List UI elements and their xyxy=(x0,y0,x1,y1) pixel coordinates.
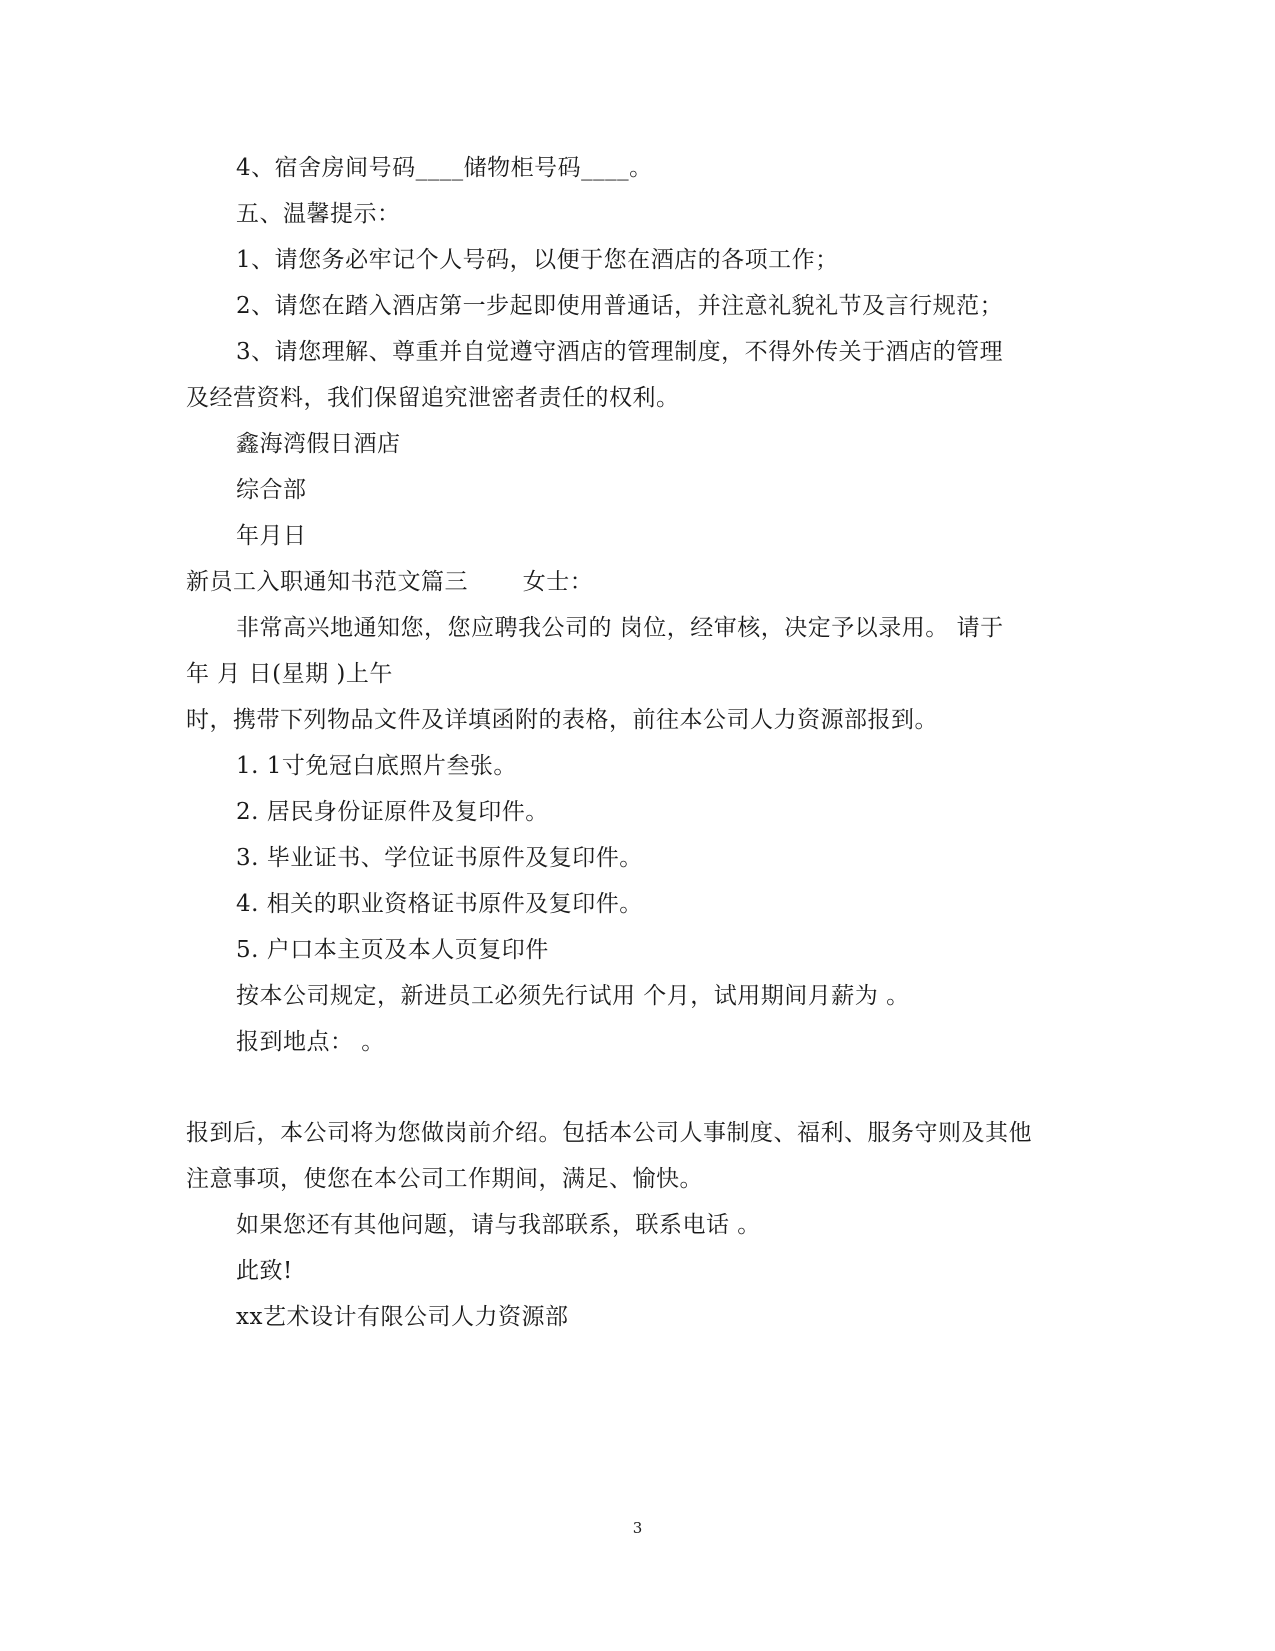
text-line-dorm-locker: 4、宿舍房间号码____储物柜号码____。 xyxy=(236,155,653,181)
orientation-paragraph-continued: 注意事项，使您在本公司工作期间，满足、愉快。 xyxy=(186,1166,703,1192)
tip-item-1: 1、请您务必牢记个人号码，以便于您在酒店的各项工作； xyxy=(236,247,839,273)
list-item-3: 3. 毕业证书、学位证书原件及复印件。 xyxy=(236,845,643,871)
offer-report-line: 时，携带下列物品文件及详填函附的表格，前往本公司人力资源部报到。 xyxy=(186,707,938,733)
list-item-2: 2. 居民身份证原件及复印件。 xyxy=(236,799,549,825)
signature-company: xx艺术设计有限公司人力资源部 xyxy=(236,1304,569,1330)
closing-salutation: 此致! xyxy=(236,1258,293,1284)
date-line: 年月日 xyxy=(236,523,307,549)
probation-paragraph: 按本公司规定，新进员工必须先行试用 个月，试用期间月薪为 。 xyxy=(236,983,910,1009)
offer-paragraph: 非常高兴地通知您，您应聘我公司的 岗位，经审核，决定予以录用。 请于 xyxy=(236,615,1004,641)
department-name: 综合部 xyxy=(236,477,307,503)
hotel-name: 鑫海湾假日酒店 xyxy=(236,431,401,457)
offer-date-line: 年 月 日(星期 )上午 xyxy=(186,661,393,687)
heading-warm-tips: 五、温馨提示： xyxy=(236,201,401,227)
list-item-4: 4. 相关的职业资格证书原件及复印件。 xyxy=(236,891,643,917)
page-number: 3 xyxy=(632,1519,643,1537)
tip-item-2: 2、请您在踏入酒店第一步起即使用普通话，并注意礼貌礼节及言行规范； xyxy=(236,293,1004,319)
report-location: 报到地点： 。 xyxy=(236,1029,385,1055)
list-item-5: 5. 户口本主页及本人页复印件 xyxy=(236,937,549,963)
contact-paragraph: 如果您还有其他问题，请与我部联系，联系电话 。 xyxy=(236,1212,761,1238)
section-title-article-three: 新员工入职通知书范文篇三 女士： xyxy=(186,569,594,595)
list-item-1: 1. 1寸免冠白底照片叁张。 xyxy=(236,753,517,779)
orientation-paragraph: 报到后，本公司将为您做岗前介绍。包括本公司人事制度、福利、服务守则及其他 xyxy=(186,1120,1032,1146)
tip-item-3-continued: 及经营资料，我们保留追究泄密者责任的权利。 xyxy=(186,385,680,411)
tip-item-3: 3、请您理解、尊重并自觉遵守酒店的管理制度，不得外传关于酒店的管理 xyxy=(236,339,1004,365)
